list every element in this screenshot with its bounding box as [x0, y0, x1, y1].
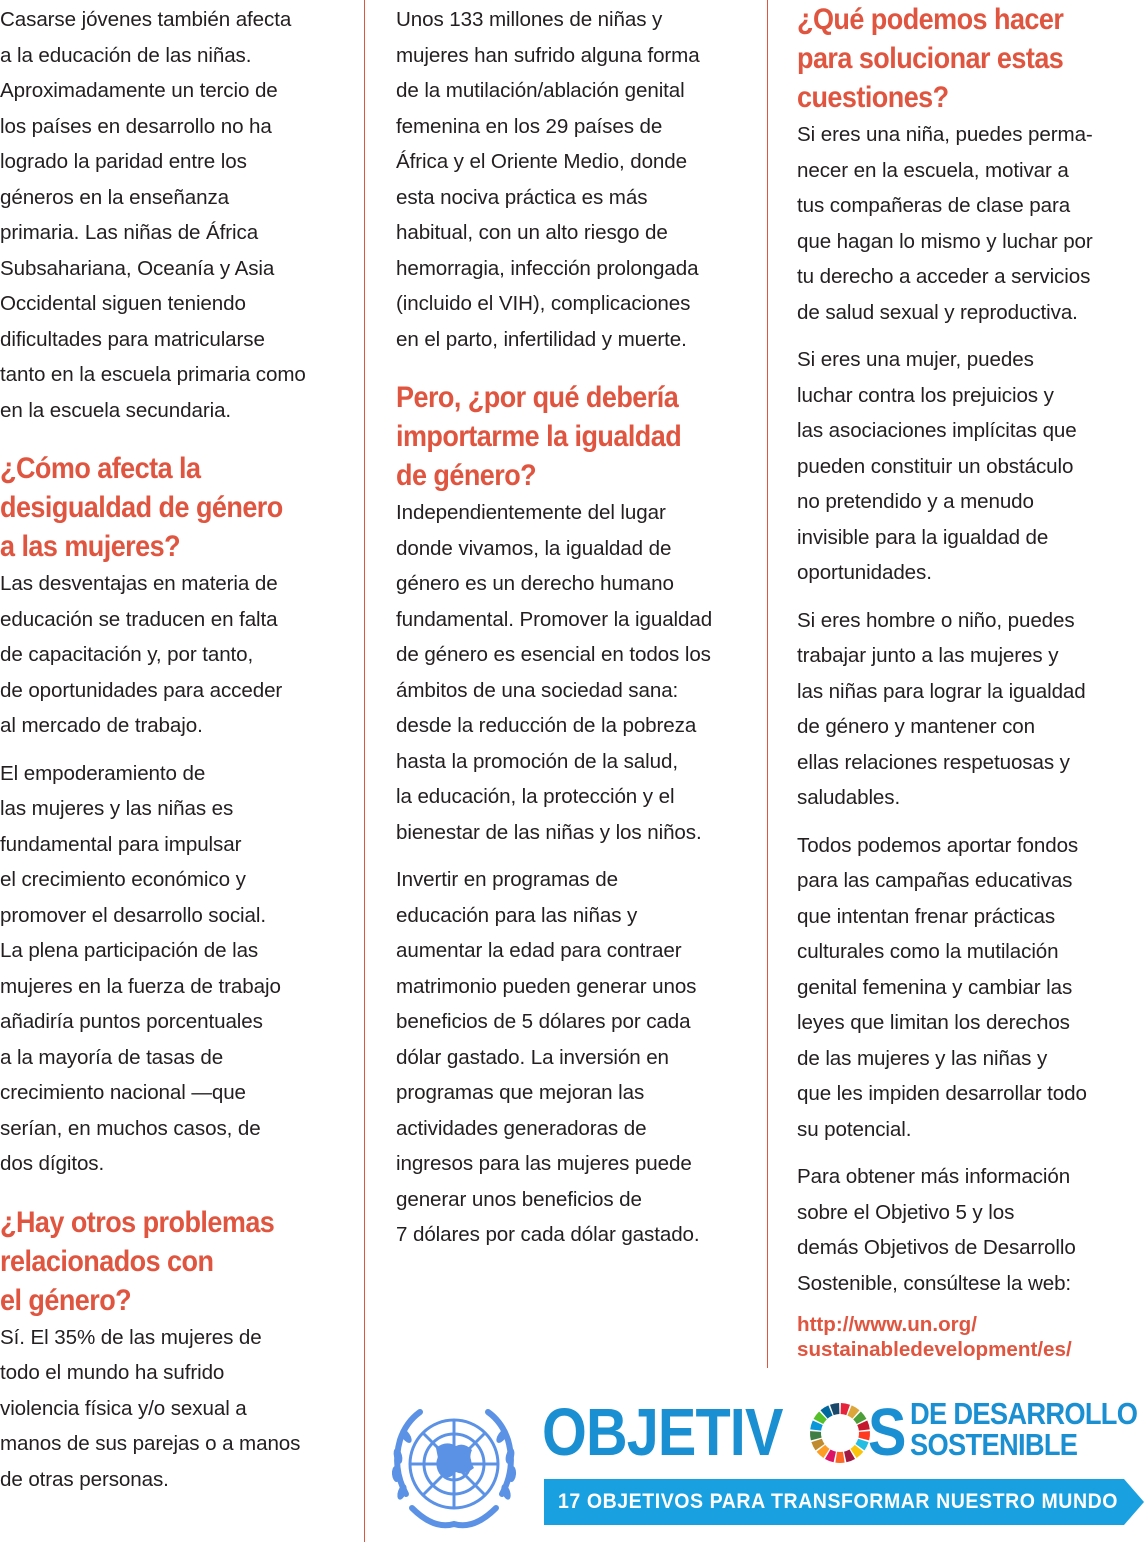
heading-what-can-we-do: ¿Qué podemos hacer para solucionar estas cuestiones? — [797, 3, 1064, 114]
banner-text: 17 OBJETIVOS PARA TRANSFORMAR NUESTRO MUNDO — [558, 1490, 1119, 1513]
subtitle-line-2: SOSTENIBLE — [910, 1427, 1078, 1462]
paragraph-more-info: Para obtener más información sobre el Objetivo 5 y los demás Objetivos de Desarrollo Sostenible, consúltese la web: — [797, 1165, 1076, 1295]
wordmark-subtitle — [910, 1398, 1137, 1460]
wordmark-objetiv: OBJETIV — [542, 1395, 783, 1470]
sdg-banner — [544, 1479, 1144, 1525]
sdg-website-link[interactable]: http://www.un.org/ sustainabledevelopment/es/ — [797, 1313, 1072, 1361]
paragraph-empowerment: El empoderamiento de las mujeres y las niñas es fundamental para impulsar el crecimiento económico y promover el desarrollo social. La plena participación de las mujeres en la fuerza de trabajo añadiría puntos porcentuales a la mayoría de tasas de crecimiento nacional —que serían, en muchos casos, de dos dígitos. — [0, 761, 281, 1175]
sdg-wheel-segment — [810, 1431, 822, 1440]
paragraph-if-woman: Si eres una mujer, puedes luchar contra los prejuicios y las asociaciones implícitas que pueden constituir un obstáculo no pretendido y a menudo invisible para la igualdad de oportunidades. — [797, 348, 1077, 584]
paragraph-investment: Invertir en programas de educación para las niñas y aumentar la edad para contraer matrimonio pueden generar unos beneficios de 5 dólares por cada dólar gastado. La inversión en programas que mejoran las actividades generadoras de ingresos para las mujeres puede generar unos beneficios de 7 dólares por cada dólar gastado. — [396, 868, 700, 1246]
column-middle — [396, 0, 746, 1253]
un-emblem-icon — [384, 1398, 524, 1538]
paragraph-if-man: Si eres hombre o niño, puedes trabajar junto a las mujeres y las niñas para lograr la igualdad de género y mantener con ellas relaciones respetuosas y saludables. — [797, 608, 1086, 809]
paragraph-violence: Sí. El 35% de las mujeres de todo el mundo ha sufrido violencia física y/o sexual a manos de sus parejas o a manos de otras personas. — [0, 1325, 301, 1491]
paragraph-human-right: Independientemente del lugar donde vivamos, la igualdad de género es un derecho humano fundamental. Promover la igualdad de género es esencial en todos los ámbitos de una sociedad sana: desde la reducción de la pobreza hasta la promoción de la salud, la educación, la protección y el bienestar de las niñas y los niños. — [396, 501, 713, 844]
sdg-wordmark — [542, 1396, 1142, 1470]
column-left — [0, 0, 350, 1497]
sdg-color-wheel-icon — [809, 1402, 871, 1464]
paragraph-if-girl: Si eres una niña, puedes perma- necer en la escuela, motivar a tus compañeras de clase para que hagan lo mismo y luchar por tu derecho a acceder a servicios de salud sexual y reproductiva. — [797, 123, 1093, 324]
paragraph-education-disadvantages: Las desventajas en materia de educación se traducen en falta de capacitación y, por tanto, de oportunidades para acceder al mercado de trabajo. — [0, 572, 283, 737]
subtitle-line-1: DE DESARROLLO — [910, 1396, 1138, 1431]
column-divider-left — [364, 0, 365, 1542]
heading-why-care: Pero, ¿por qué debería importarme la igualdad de género? — [396, 381, 682, 492]
sdg-wheel-segment — [835, 1452, 844, 1463]
wordmark-s: S — [868, 1395, 906, 1470]
heading-other-problems: ¿Hay otros problemas relacionados con el género? — [0, 1205, 275, 1317]
heading-inequality-effects: ¿Cómo afecta la desigualdad de género a las mujeres? — [0, 452, 283, 563]
sdg-footer-logo — [380, 1392, 1144, 1542]
column-divider-right — [767, 0, 768, 1368]
paragraph-funding: Todos podemos aportar fondos para las campañas educativas que intentan frenar prácticas culturales como la mutilación genital femenina y cambiar las leyes que limitan los derechos de las mujeres y las niñas y que les impiden desarrollar todo su potencial. — [797, 833, 1087, 1141]
paragraph-mutilation: Unos 133 millones de niñas y mujeres han sufrido alguna forma de la mutilación/ablación genital femenina en los 29 países de África y el Oriente Medio, donde esta nociva práctica es más habitual, con un alto riesgo de hemorragia, infección prolongada (incluido el VIH), complicaciones en el parto, infertilidad y muerte. — [396, 8, 700, 351]
paragraph-early-marriage: Casarse jóvenes también afecta a la educación de las niñas. Aproximadamente un tercio de los países en desarrollo no ha logrado la paridad entre los géneros en la enseñanza primaria. Las niñas de África Subsahariana, Oceanía y Asia Occidental siguen teniendo dificultades para matricularse tanto en la escuela primaria como en la escuela secundaria. — [0, 8, 306, 422]
column-right — [797, 0, 1142, 1362]
